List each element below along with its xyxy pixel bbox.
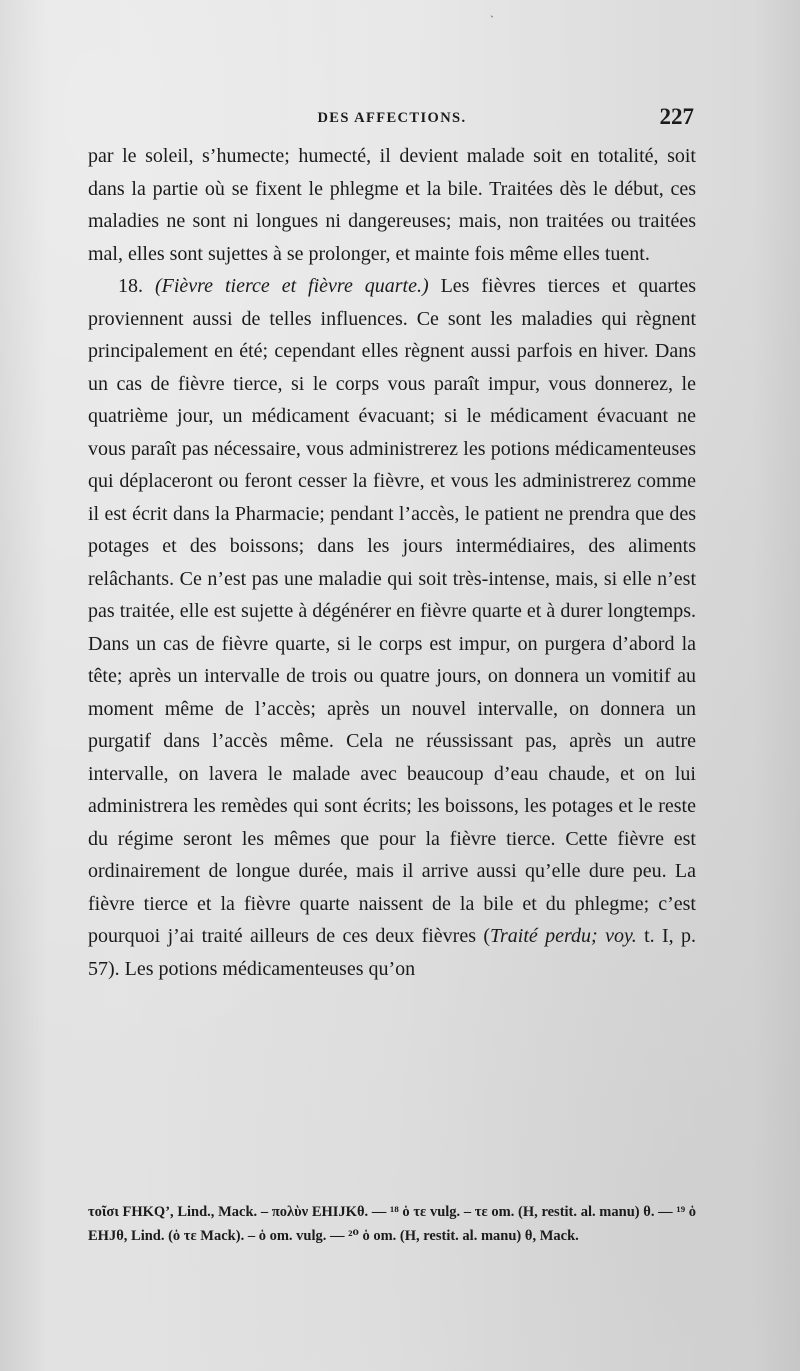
paragraph-number: 18. bbox=[118, 275, 143, 297]
paragraph-continuation: par le soleil, s’humecte; humecté, il devient malade soit en totalité, soit dans la partie où se fixent le phlegme et la bile. Traitées dès le début, ces maladies ne sont ni longues ni dangereuses; mais, non traitées ou traitées mal, elles sont sujettes à se prolonger, et mainte fois même elles tuent. bbox=[88, 145, 696, 265]
page-number: 227 bbox=[659, 104, 694, 129]
print-speck: ˎ bbox=[490, 4, 494, 18]
section-heading: (Fièvre tierce et fièvre quarte.) bbox=[154, 275, 429, 297]
cross-reference: Traité perdu; voy. bbox=[490, 925, 637, 947]
paragraph-18 bbox=[88, 270, 696, 985]
footnotes bbox=[88, 1200, 696, 1248]
running-title: DES AFFECTIONS. bbox=[317, 110, 467, 126]
paragraph-text-a: Les fièvres tierces et quartes proviennent aussi de telles influences. Ce sont les maladies qui règnent principalement en été; cependant elles règnent aussi parfois en hiver. Dans un cas de fièvre tierce, si le corps vous paraît impur, vous donnerez, le quatrième jour, un médicament évacuant; si le médicament évacuant ne vous paraît pas nécessaire, vous administrerez les potions médicamenteuses qui déplaceront ou feront cesser la fièvre, et vous les administrerez comme il est écrit dans la Pharmacie; pendant l’accès, le patient ne prendra que des potages et des boissons; dans les jours intermédiaires, des aliments relâchants. Ce n’est pas une maladie qui soit très-intense, mais, si elle n’est pas traitée, elle est sujette à dégénérer en fièvre quarte et à durer longtemps. Dans un cas de fièvre quarte, si le corps est impur, on purgera d’abord la tête; après un intervalle de trois ou quatre jours, on donnera un vomitif au moment même de l’accès; après un nouvel intervalle, on donnera un purgatif dans l’accès même. Cela ne réussissant pas, après un autre intervalle, on lavera le malade avec beaucoup d’eau chaude, et on lui administrera les remèdes qui sont écrits; les boissons, les potages et le reste du régime seront les mêmes que pour la fièvre tierce. Cette fièvre est ordinairement de longue durée, mais il arrive aussi qu’elle dure peu. La fièvre tierce et la fièvre quarte naissent de la bile et du phlegme; c’est pourquoi j’ai traité ailleurs de ces deux fièvres ( bbox=[88, 275, 696, 947]
main-text bbox=[88, 140, 696, 985]
page-header bbox=[88, 104, 696, 138]
footnote-text: τοῖσι FHKQ’, Lind., Mack. – πολὺν EHIJKθ. — ¹⁸ ὁ τε vulg. – τε om. (H, restit. al. manu) θ. — ¹⁹ ὁ EHJθ, Lind. (ὁ τε Mack). – ὁ om. vulg. — ²⁰ ὁ om. (H, restit. al. manu) θ, Mack. bbox=[88, 1204, 696, 1244]
paragraph-text-b: t. I, p. 57). Les potions médicamenteuses qu’on bbox=[88, 925, 697, 980]
